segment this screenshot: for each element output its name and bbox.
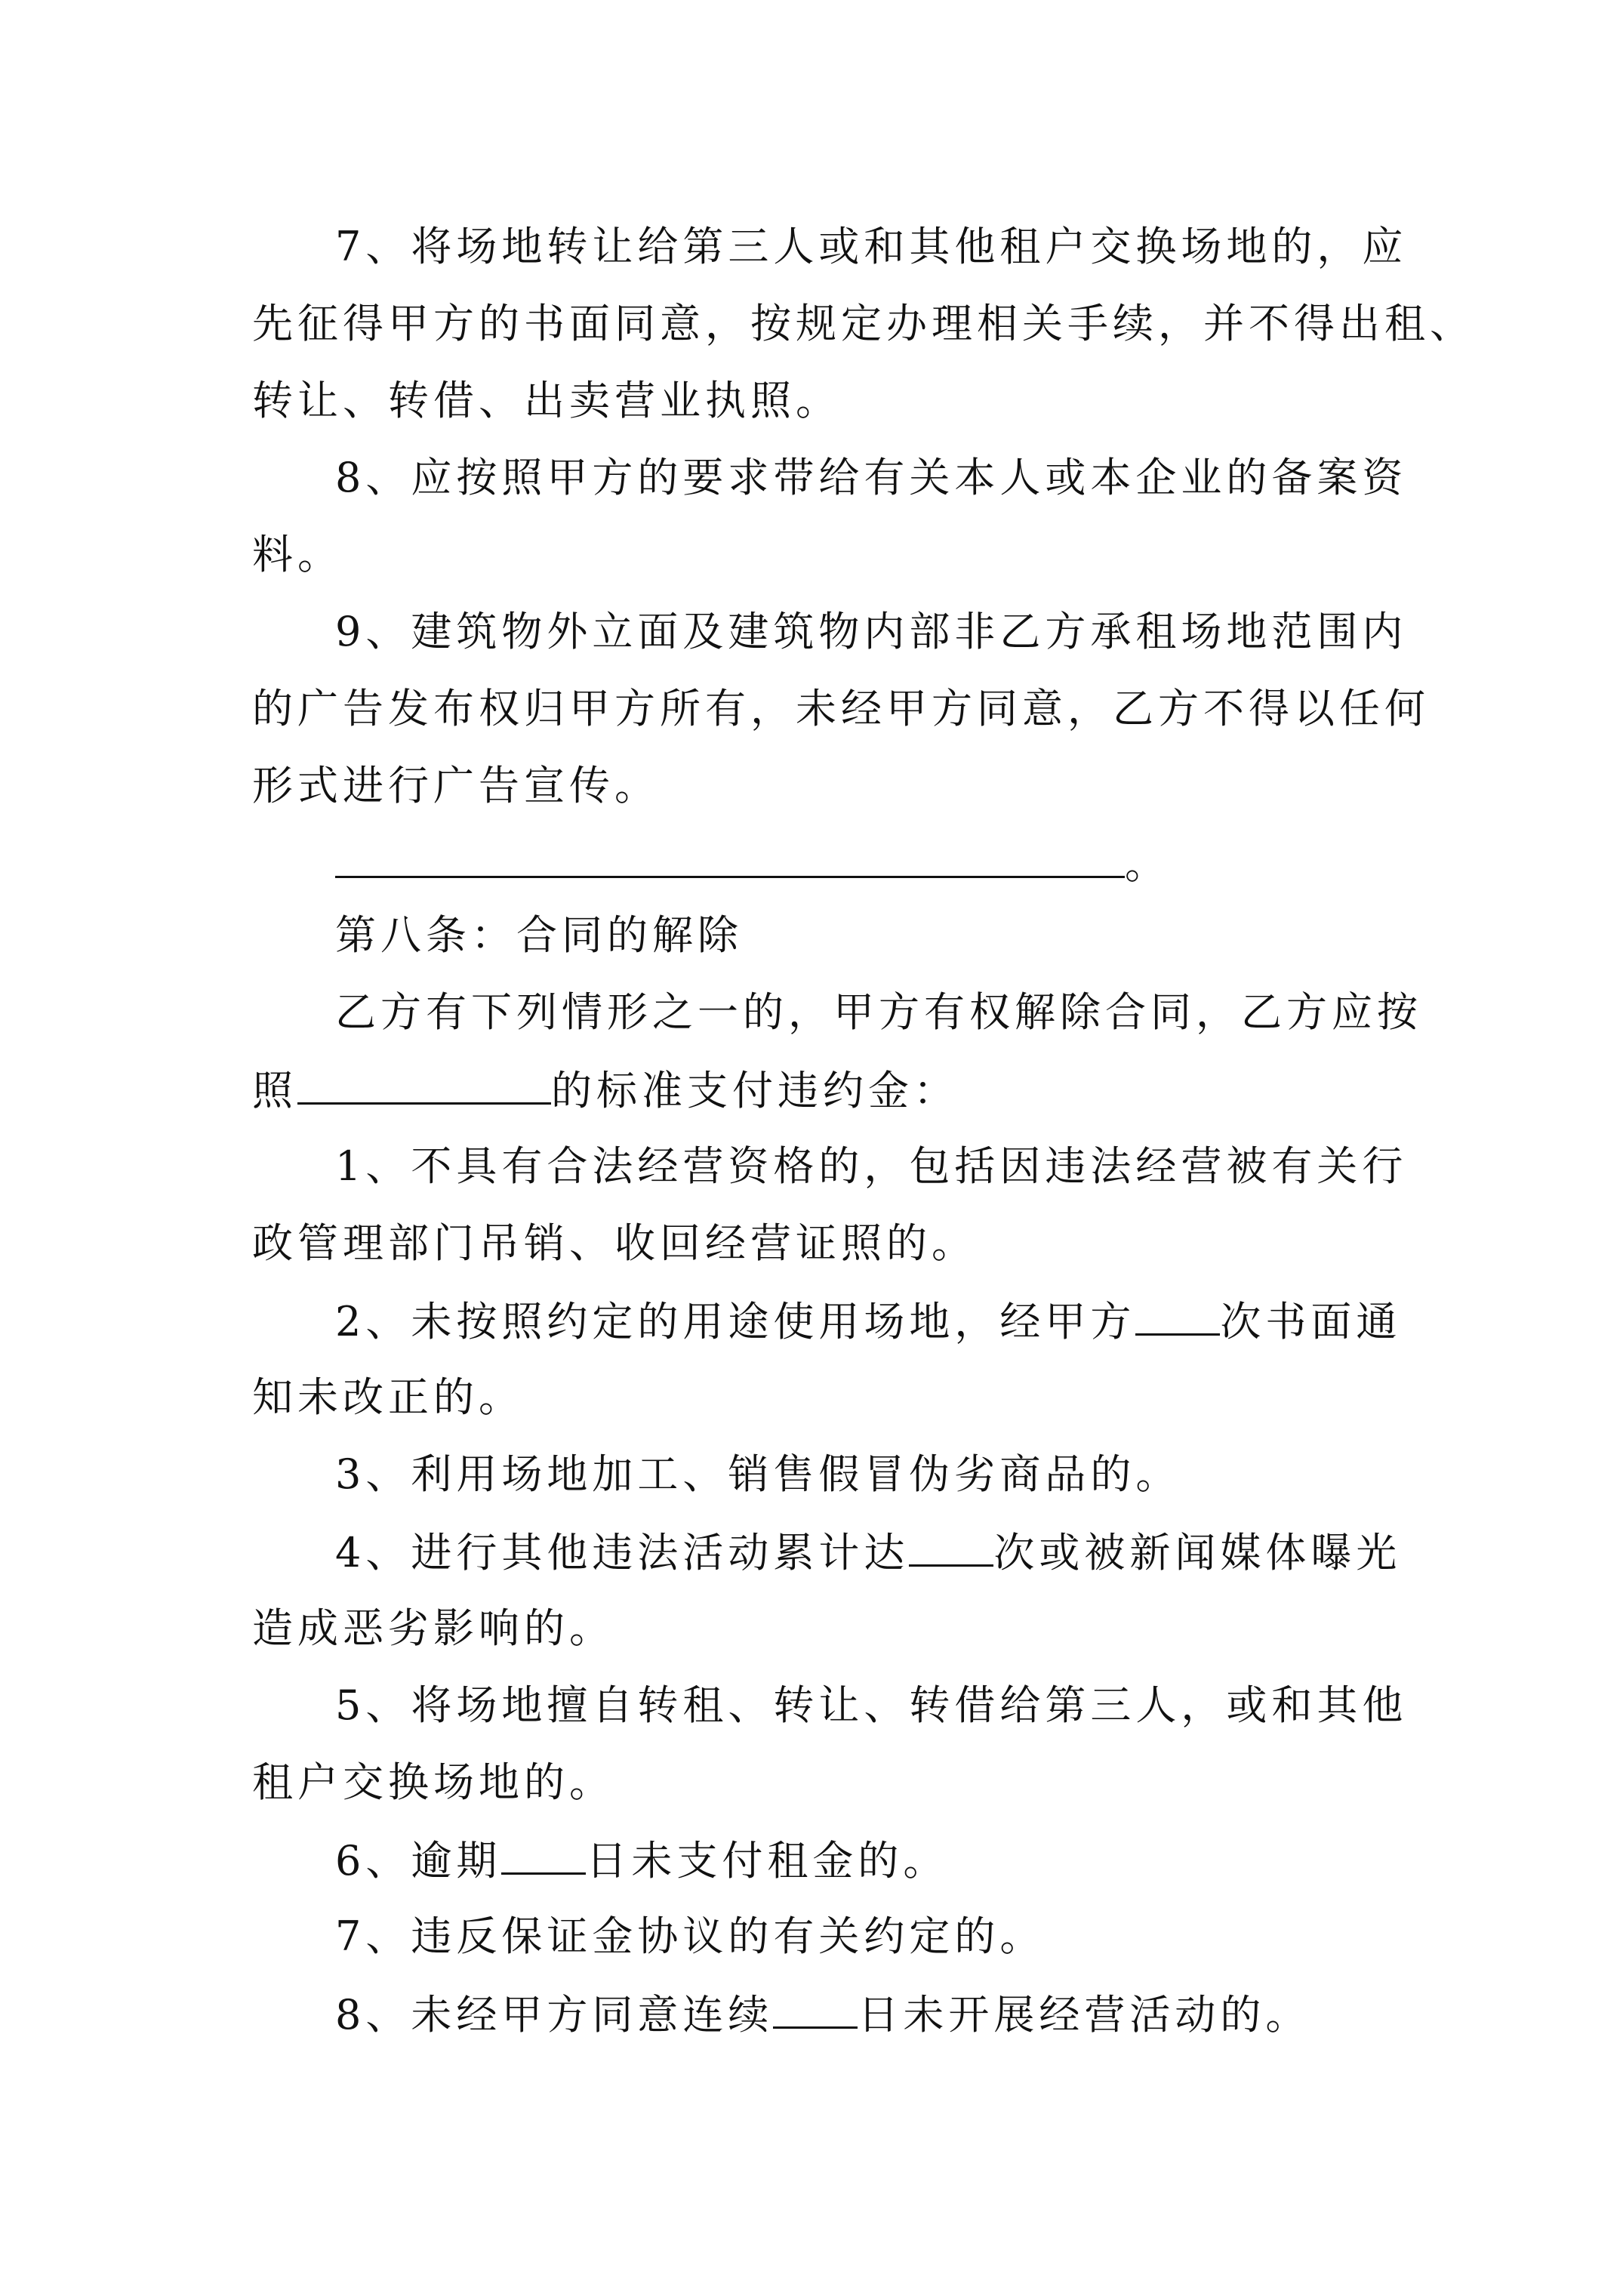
text-segment: 日未开展经营活动的。 xyxy=(858,1991,1311,2039)
paragraph-line xyxy=(335,1296,1401,1345)
paragraph-line: 7、违反保证金协议的有关约定的。 xyxy=(335,1912,1046,1960)
blank-field[interactable] xyxy=(1135,1296,1220,1336)
text-segment: 6、逾期 xyxy=(335,1837,502,1885)
paragraph-line: 知未改正的。 xyxy=(252,1373,524,1421)
paragraph-line: 的广告发布权归甲方所有，未经甲方同意，乙方不得以任何 xyxy=(252,685,1430,732)
paragraph-line: 1、不具有合法经营资格的，包括因违法经营被有关行 xyxy=(335,1142,1408,1190)
text-segment: 2、未按照约定的用途使用场地，经甲方 xyxy=(335,1298,1136,1345)
fill-in-line xyxy=(335,838,1170,888)
blank-field[interactable] xyxy=(909,1527,993,1567)
paragraph-line: 7、将场地转让给第三人或和其他租户交换场地的，应 xyxy=(335,223,1408,270)
paragraph-line xyxy=(335,1527,1401,1576)
blank-field[interactable] xyxy=(335,838,1125,878)
paragraph-line: 造成恶劣影响的。 xyxy=(252,1604,614,1652)
text-segment: 4、进行其他违法活动累计达 xyxy=(335,1529,910,1576)
paragraph-line xyxy=(335,1989,1310,2039)
paragraph-line: 形式进行广告宣传。 xyxy=(252,762,660,809)
paragraph-line: 8、应按照甲方的要求带给有关本人或本企业的备案资 xyxy=(335,454,1408,501)
paragraph-line: 政管理部门吊销、收回经营证照的。 xyxy=(252,1219,977,1267)
text-segment: 次书面通 xyxy=(1220,1298,1402,1345)
paragraph-line: 转让、转借、出卖营业执照。 xyxy=(252,377,841,424)
paragraph-line xyxy=(335,1835,948,1885)
section-heading: 第八条：合同的解除 xyxy=(335,911,743,959)
paragraph-line: 料。 xyxy=(252,531,343,578)
paragraph-line: 9、建筑物外立面及建筑物内部非乙方承租场地范围内 xyxy=(335,608,1408,655)
paragraph-line: 乙方有下列情形之一的，甲方有权解除合同，乙方应按 xyxy=(335,988,1422,1036)
paragraph-line: 先征得甲方的书面同意，按规定办理相关手续，并不得出租、 xyxy=(252,300,1475,347)
paragraph-line: 3、利用场地加工、销售假冒伪劣商品的。 xyxy=(335,1450,1181,1498)
blank-field[interactable] xyxy=(773,1989,858,2029)
text-segment: 的标准支付违约金： xyxy=(551,1067,959,1114)
blank-field[interactable] xyxy=(501,1835,586,1875)
text-segment: 照 xyxy=(252,1067,297,1114)
paragraph-line xyxy=(252,1065,959,1114)
paragraph-line: 租户交换场地的。 xyxy=(252,1758,614,1806)
text-segment: 日未支付租金的。 xyxy=(586,1837,949,1885)
fill-in-suffix: 。 xyxy=(1125,840,1170,888)
text-segment: 8、未经甲方同意连续 xyxy=(335,1991,774,2039)
paragraph-line: 5、将场地擅自转租、转让、转借给第三人，或和其他 xyxy=(335,1681,1408,1729)
text-segment: 次或被新闻媒体曝光 xyxy=(993,1529,1402,1576)
blank-field[interactable] xyxy=(297,1065,551,1105)
